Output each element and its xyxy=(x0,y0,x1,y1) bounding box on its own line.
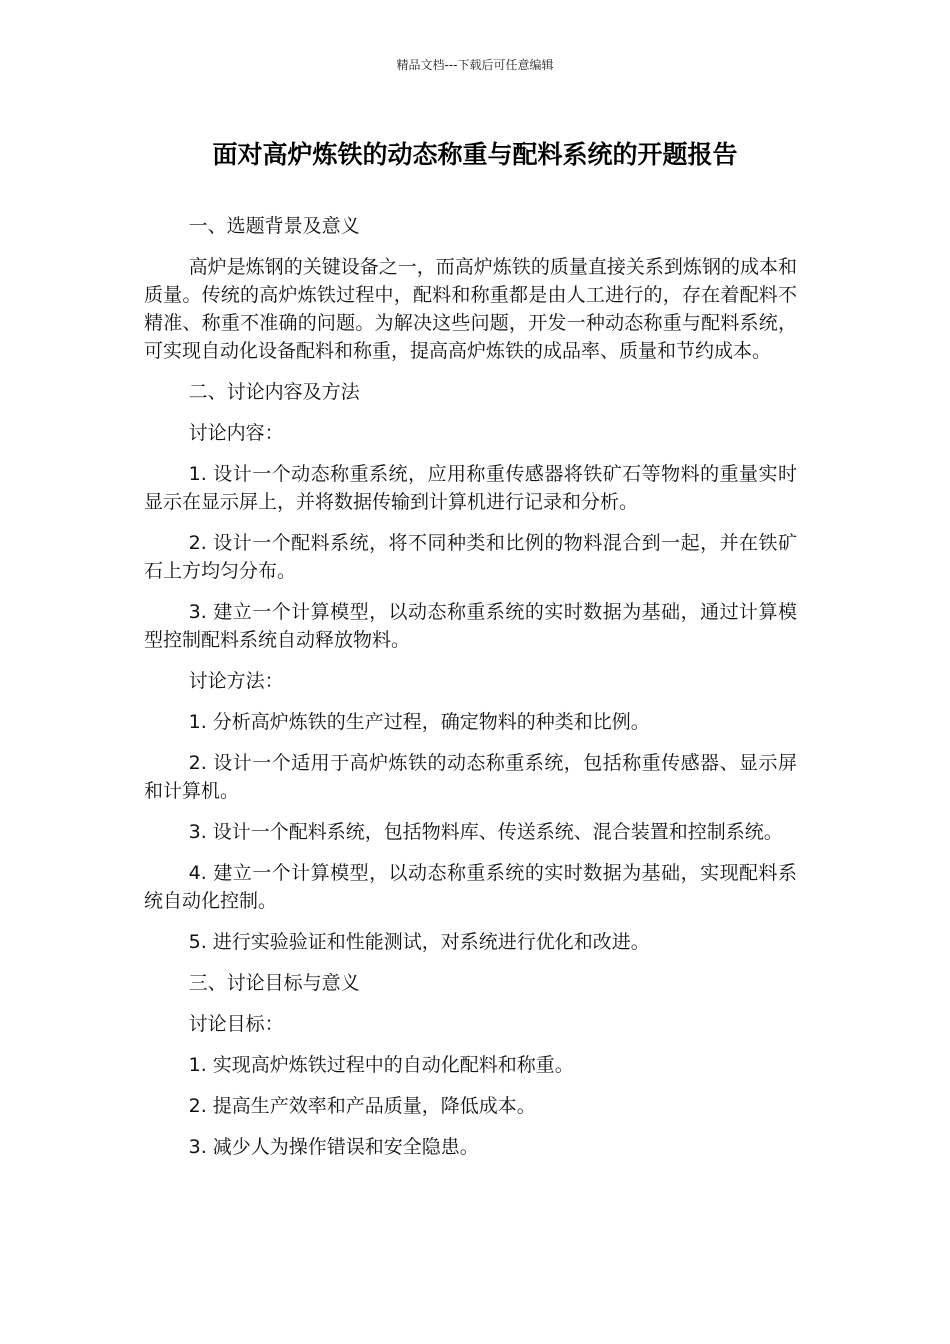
subheading-methods: 讨论方法： xyxy=(188,670,284,692)
list-item: 3. 减少人为操作错误和安全隐患。 xyxy=(188,1136,479,1158)
list-item: 4. 建立一个计算模型，以动态称重系统的实时数据为基础，实现配料系统自动化控制。 xyxy=(144,862,797,912)
list-item: 1. 分析高炉炼铁的生产过程，确定物料的种类和比例。 xyxy=(188,711,650,733)
subheading-content: 讨论内容： xyxy=(188,422,284,444)
list-item: 2. 设计一个适用于高炉炼铁的动态称重系统，包括称重传感器、显示屏和计算机。 xyxy=(144,752,797,802)
document-body xyxy=(144,212,797,1174)
list-item: 3. 设计一个配料系统，包括物料库、传送系统、混合装置和控制系统。 xyxy=(188,821,783,843)
page-header: 精品文档---下载后可任意编辑 xyxy=(396,58,554,72)
section-heading-content-methods: 二、讨论内容及方法 xyxy=(188,381,360,403)
section-heading-background: 一、选题背景及意义 xyxy=(188,215,360,237)
paragraph-background: 高炉是炼钢的关键设备之一，而高炉炼铁的质量直接关系到炼钢的成本和质量。传统的高炉炼铁过程中，配料和称重都是由人工进行的，存在着配料不精准、称重不准确的问题。为解决这些问题，开发一种动态称重与配料系统，可实现自动化设备配料和称重，提高高炉炼铁的成品率、质量和节约成本。 xyxy=(144,256,797,362)
list-item: 1. 设计一个动态称重系统，应用称重传感器将铁矿石等物料的重量实时显示在显示屏上，并将数据传输到计算机进行记录和分析。 xyxy=(144,463,797,513)
list-item: 2. 设计一个配料系统，将不同种类和比例的物料混合到一起，并在铁矿石上方均匀分布。 xyxy=(144,532,797,582)
list-item: 5. 进行实验验证和性能测试，对系统进行优化和改进。 xyxy=(188,931,650,953)
section-heading-goals: 三、讨论目标与意义 xyxy=(188,972,360,994)
list-item: 1. 实现高炉炼铁过程中的自动化配料和称重。 xyxy=(188,1054,574,1076)
list-item: 2. 提高生产效率和产品质量，降低成本。 xyxy=(188,1095,536,1117)
subheading-goals: 讨论目标： xyxy=(188,1013,284,1035)
document-title: 面对高炉炼铁的动态称重与配料系统的开题报告 xyxy=(212,140,738,169)
list-item: 3. 建立一个计算模型，以动态称重系统的实时数据为基础，通过计算模型控制配料系统自动释放物料。 xyxy=(144,601,797,651)
